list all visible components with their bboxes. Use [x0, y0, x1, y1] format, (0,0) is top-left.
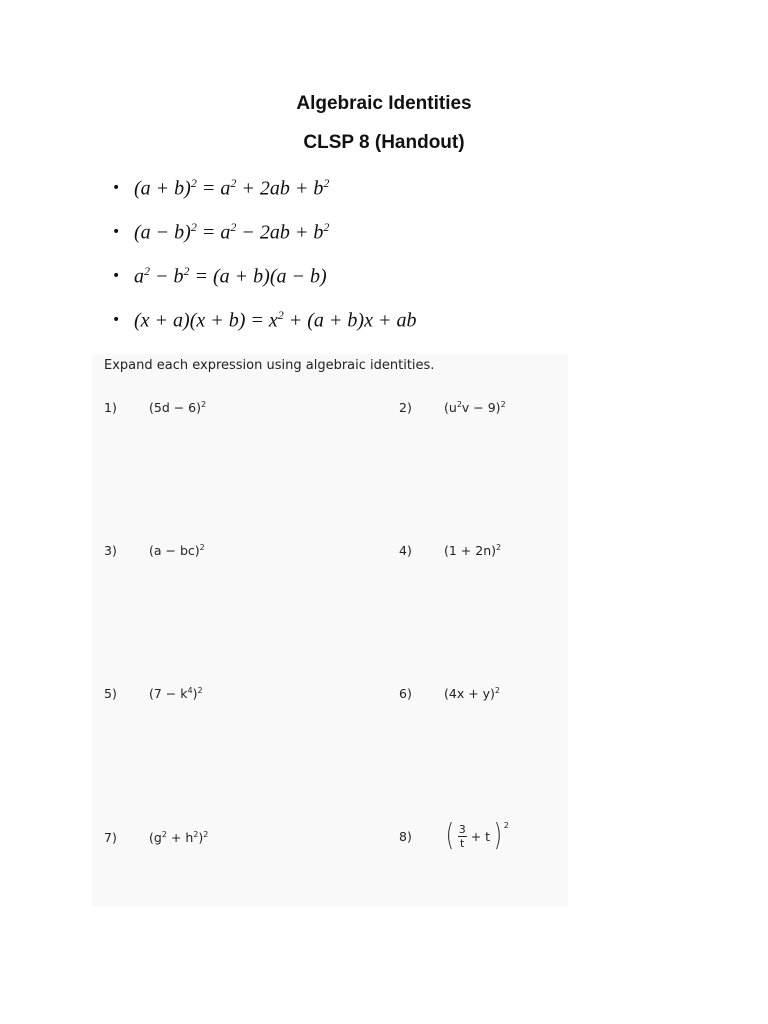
problem-6: 6) $(4x + y)^2$ — [399, 686, 501, 702]
right-paren: ) — [493, 818, 503, 853]
identity-1: • $(a + b)^2 = a^2 + 2ab + b^2$ — [112, 176, 330, 200]
problem-4: 4) $(1 + 2n)^2$ — [399, 543, 502, 559]
instruction-text: Expand each expression using algebraic identities. — [104, 358, 435, 373]
problem-5: 5) $(7 - k^4)^2$ — [104, 686, 203, 702]
page-subtitle: CLSP 8 (Handout) — [303, 132, 465, 153]
problem-8: 8) ( $\frac{3}{t}$ + t ) $^2$ — [399, 818, 509, 853]
left-paren: ( — [445, 818, 454, 853]
identity-3: • $a^2 - b^2 = (a + b)(a - b)$ — [112, 264, 327, 288]
problem-3: 3) (a − bc)$^2$ — [104, 543, 205, 559]
problem-1: 1) $(5d - 6)^2$ — [104, 400, 207, 416]
problem-7: 7) $(g^2 + h^2)^2$ — [104, 830, 209, 846]
problem-2: 2) $(u^2v - 9)^2$ — [399, 400, 506, 416]
identities-list — [104, 168, 468, 346]
identity-2: • $(a - b)^2 = a^2 - 2ab + b^2$ — [112, 220, 330, 244]
page-title: Algebraic Identities — [296, 93, 472, 114]
identity-4: • $(x + a)(x + b) = x^2 + (a + b)x$ + ab — [112, 308, 417, 332]
fraction: $\frac{3}{t}$ — [458, 822, 466, 850]
worksheet — [92, 354, 568, 906]
